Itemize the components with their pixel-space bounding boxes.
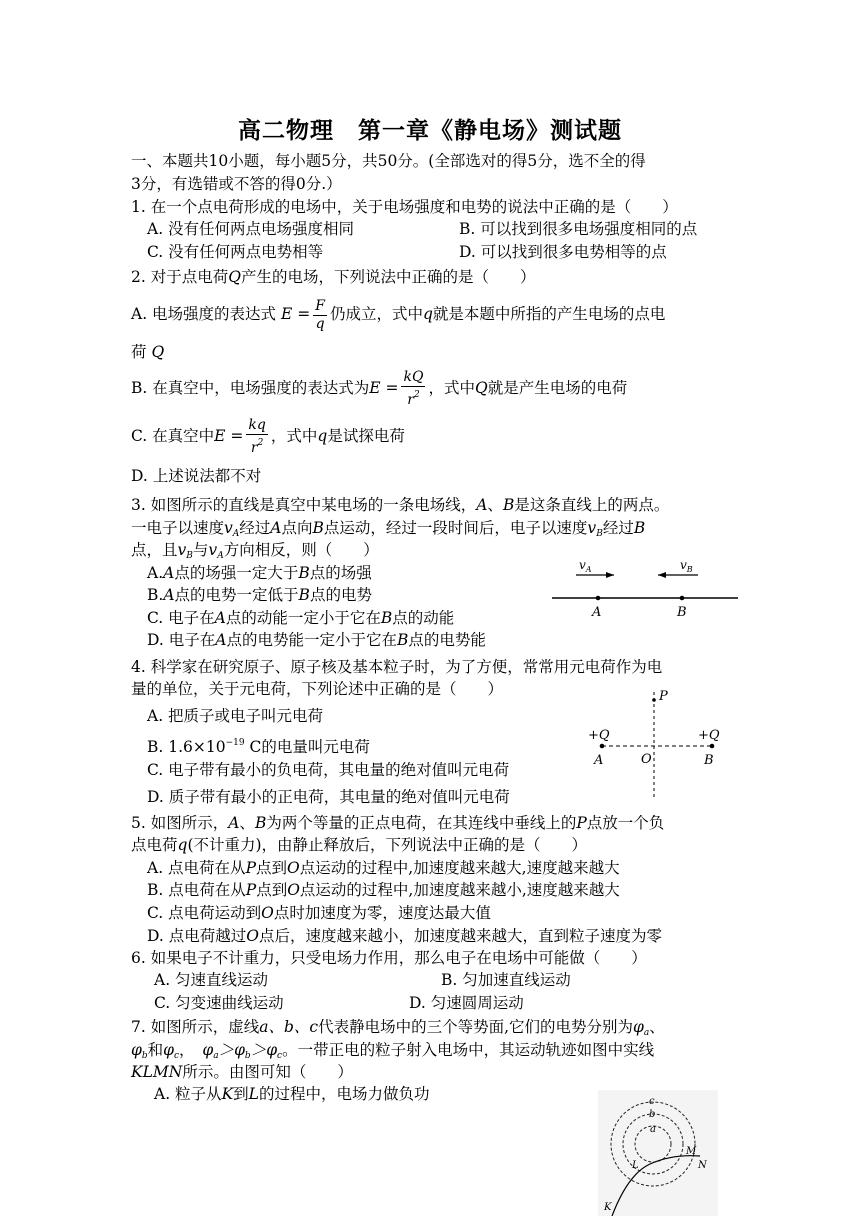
q2-a-den: q: [315, 315, 325, 332]
q7-l2-gt1: ＞φ: [218, 1041, 245, 1059]
vA-arrowhead: [606, 572, 614, 578]
q7-a-pre: A. 粒子从: [154, 1085, 222, 1103]
q5-a-O: O: [287, 859, 300, 877]
charge-B: [710, 744, 715, 749]
q4-stem-line-1: 4. 科学家在研究原子、原子核及基本粒子时，为了方便，常常用元电荷作为电: [131, 658, 663, 676]
M-label: M: [686, 1146, 697, 1157]
q3-b-mid: 点的电势一定低于: [174, 586, 299, 604]
q3-l2-d: 点运动，经过一段时间后，电子以速度: [323, 519, 588, 537]
q5-l1-B: B: [254, 814, 267, 832]
q7-l1-abc: a、b、c: [259, 1018, 319, 1036]
q2-b-pre: B. 在真空中，电场强度的表达式为: [131, 379, 370, 397]
q1-option-d: D. 可以找到很多电势相等的点: [459, 243, 667, 261]
q3-c-mid: 点的动能一定小于它在: [225, 609, 381, 627]
q2-b-den-exp: 2: [413, 390, 420, 400]
q7-l2-phi2: φ: [163, 1041, 174, 1059]
q2-a-formula-lhs: E =: [281, 305, 311, 323]
q5-l1-c: 点放一个负: [586, 814, 665, 832]
q7-l2-ineq-a: a: [213, 1051, 219, 1061]
q7-a-L: L: [248, 1085, 259, 1103]
q3-a-B: B: [298, 564, 310, 582]
q7-stem-line-3: [131, 1061, 353, 1083]
q2-stem-post: 产生的电场，下列说法中正确的是（ ）: [240, 268, 536, 286]
q4-stem-line-2: 量的单位，关于元电荷，下列论述中正确的是（ ）: [131, 680, 504, 698]
q3-l3-a: 点，且: [131, 541, 178, 559]
L-label: L: [632, 1160, 639, 1171]
q3-l1-sep: 、: [487, 496, 503, 514]
q1-stem: 1. 在一个点电荷形成的电场中，关于电场强度和电势的说法中正确的是（ ）: [131, 198, 678, 216]
q6-stem: 6. 如果电子不计重力，只受电场力作用，那么电子在电场中可能做（ ）: [131, 949, 647, 967]
q5-d-O: O: [246, 927, 259, 945]
q3-l1-b: 是这条直线上的两点。: [514, 496, 670, 514]
q5-l1-P: P: [576, 814, 587, 832]
q3-a-A: A: [163, 564, 175, 582]
q4-b-exp: −19: [225, 738, 245, 748]
vA-label: $v_A$: [579, 558, 592, 574]
A-label: A: [592, 605, 602, 620]
q7-l1-b: 代表静电场中的三个等势面,它们的电势分别为: [318, 1018, 634, 1036]
q5-stem-line-2: [131, 834, 587, 856]
q3-c-pre: C. 电子在: [147, 609, 215, 627]
q3-l3-v2s: A: [217, 551, 224, 561]
q3-c-post: 点的动能: [392, 609, 455, 627]
q3-a-post: 点的场强: [309, 564, 372, 582]
q2-b-num: kQ: [403, 369, 424, 385]
q4-b-post: C的电量叫元电荷: [244, 738, 370, 756]
q7-equipotential-figure: [598, 1090, 718, 1216]
q2-a-num: F: [315, 297, 325, 314]
q5-l1-sep: 、: [239, 814, 255, 832]
q5-l1-a: 5. 如图所示，: [131, 814, 229, 832]
q7-l2-rest: 。一带正电的粒子射入电场中，其运动轨迹如图中实线: [282, 1041, 655, 1059]
q5-option-a: [147, 857, 620, 879]
q3-option-d: [147, 629, 486, 651]
q6-option-d: D. 匀速圆周运动: [409, 994, 524, 1012]
q7-l2-comma: ，: [179, 1041, 187, 1059]
q7-l2-and: 和: [147, 1041, 164, 1059]
q3-b-post: 点的电势: [309, 586, 372, 604]
q2-b-fraction: [401, 369, 425, 409]
charge-A: [600, 744, 605, 749]
q3-l1-B: B: [502, 496, 515, 514]
q4-option-c: C. 电子带有最小的负电荷，其电量的绝对值叫元电荷: [147, 761, 510, 779]
q3-l2-e: 经过: [602, 519, 634, 537]
q5-a-pre: A. 点电荷在从: [147, 859, 246, 877]
q5-l2-b: (不计重力)，由静止释放后，下列说法中正确的是（ ）: [187, 836, 588, 854]
page-title: 高二物理 第一章《静电场》测试题: [238, 117, 622, 144]
q3-c-A: A: [214, 609, 226, 627]
q7-l3-rest: 所示。由图可知（ ）: [182, 1063, 353, 1081]
q2-option-d: D. 上述说法都不对: [131, 467, 262, 485]
plusQ-right-label: +Q: [698, 728, 720, 743]
q5-b-P: P: [245, 881, 257, 899]
q2-a-post1: 仍成立，式中: [329, 305, 423, 323]
q7-l1-phis: a: [643, 1028, 650, 1038]
q2-c-formula-lhs: E =: [214, 427, 244, 445]
figure-background: [598, 1090, 718, 1216]
q5-b-pre: B. 点电荷在从: [147, 881, 246, 899]
K-label: K: [604, 1202, 612, 1213]
q3-b-B: B: [298, 586, 310, 604]
q3-l3-c: 方向相反，则（ ）: [223, 541, 379, 559]
b-label: b: [649, 1109, 656, 1120]
q2-c-post2: 是试探电荷: [327, 427, 405, 445]
q3-l3-vs: B: [186, 551, 193, 561]
O-label: O: [641, 752, 652, 767]
q7-l2-ineq: φ: [202, 1041, 214, 1059]
q2-option-a-cont: [131, 341, 164, 363]
q2-a-cont: 荷: [131, 343, 147, 361]
N-label: N: [698, 1160, 707, 1171]
q3-l2-B: B: [312, 519, 324, 537]
q5-c-O: O: [261, 904, 274, 922]
q1-option-b: B. 可以找到很多电场强度相同的点: [459, 220, 698, 238]
q3-b-pre: B.: [147, 586, 164, 604]
q2-c-fraction: [246, 417, 267, 457]
q5-option-d: [147, 925, 662, 947]
q3-l1-a: 3. 如图所示的直线是真空中某电场的一条电场线，: [131, 496, 477, 514]
q2-option-c: [131, 416, 405, 457]
q3-l2-a: 一电子以速度: [131, 519, 225, 537]
q7-l2-phi1: φ: [131, 1041, 142, 1059]
q7-a-post: 的过程中，电场力做负功: [258, 1085, 430, 1103]
q2-a-cont-q: Q: [151, 343, 165, 361]
q7-l2-phi2s: c: [174, 1051, 180, 1061]
q5-l1-A: A: [228, 814, 240, 832]
q5-l2-a: 点电荷: [131, 836, 178, 854]
q7-l1-c: 、: [649, 1018, 665, 1036]
q2-option-b: [131, 368, 627, 409]
q2-a-post2: 就是本题中所指的产生电场的点电: [432, 305, 666, 323]
q5-l2-q: q: [177, 836, 188, 854]
q3-l2-c: 点向: [281, 519, 313, 537]
q5-l1-b: 为两个等量的正点电荷，在其连线中垂线上的: [266, 814, 577, 832]
q3-option-c: [147, 607, 454, 629]
q3-c-B: B: [380, 609, 393, 627]
q7-l1-phi: φ: [633, 1018, 644, 1036]
q7-l2-phi1s: b: [141, 1051, 148, 1061]
q7-l2-ineq-c: c: [277, 1051, 283, 1061]
q2-stem-pre: 2. 对于点电荷: [131, 268, 229, 286]
q3-a-mid: 点的场强一定大于: [174, 564, 299, 582]
q3-stem-line-1: [131, 494, 669, 516]
q5-c-post: 点时加速度为零，速度达最大值: [273, 904, 491, 922]
a-label: a: [650, 1124, 656, 1135]
q5-a-P: P: [245, 859, 256, 877]
q3-l2-b: 经过: [239, 519, 271, 537]
q3-l2-A: A: [270, 519, 282, 537]
q6-option-a: A. 匀速直线运动: [154, 971, 269, 989]
q3-l2-v: v: [224, 519, 233, 537]
q3-l3-v: v: [177, 541, 187, 559]
q7-l2-gt2: ＞φ: [250, 1041, 278, 1059]
q2-b-formula-lhs: E =: [369, 379, 399, 397]
q2-option-a: [131, 294, 665, 334]
q2-stem: [131, 266, 535, 288]
point-P: [652, 698, 656, 702]
q2-c-den: r: [250, 440, 258, 456]
q6-option-c: C. 匀变速曲线运动: [154, 994, 284, 1012]
plusQ-left-label: +Q: [588, 728, 610, 743]
q2-a-fraction: [313, 298, 327, 333]
q7-l3-klmn: KLMN: [131, 1063, 183, 1081]
q2-a-q: q: [422, 305, 433, 323]
q4-option-d: D. 质子带有最小的正电荷，其电量的绝对值叫元电荷: [147, 788, 510, 806]
q3-d-pre: D. 电子在: [147, 631, 216, 649]
q7-l1-a: 7. 如图所示，虚线: [131, 1018, 260, 1036]
q2-b-den: r: [407, 392, 414, 408]
q3-l2-v2s: B: [596, 529, 603, 539]
vB-label: $v_B$: [680, 558, 693, 574]
q2-stem-q: Q: [228, 268, 241, 286]
q5-stem-line-1: [131, 812, 664, 834]
q3-option-b: [147, 584, 372, 606]
q2-c-pre: C. 在真空中: [131, 427, 215, 445]
q7-option-a: [154, 1083, 429, 1105]
q3-l2-B2: B: [633, 519, 646, 537]
q6-option-b: B. 匀加速直线运动: [441, 971, 571, 989]
q5-a-post: 点运动的过程中,加速度越来越大,速度越来越大: [299, 859, 620, 877]
A-label: A: [594, 753, 604, 768]
q2-c-num: kq: [248, 417, 266, 433]
q3-l2-vs: A: [232, 529, 240, 539]
q3-l2-v2: v: [587, 519, 597, 537]
c-label: c: [649, 1096, 655, 1107]
q2-b-q: Q: [474, 379, 488, 397]
q1-option-a: A. 没有任何两点电场强度相同: [147, 220, 355, 238]
q3-l1-A: A: [476, 496, 488, 514]
q2-c-post1: ，式中: [270, 427, 318, 445]
q2-c-q: q: [317, 427, 328, 445]
q5-c-pre: C. 点电荷运动到: [147, 904, 262, 922]
intro-line-1: 一、本题共10小题，每小题5分，共50分。(全部选对的得5分，选不全的得: [131, 152, 646, 170]
q5-b-O: O: [287, 881, 300, 899]
q3-field-line-figure: [546, 556, 742, 622]
q5-a-mid: 点到: [256, 859, 288, 877]
q1-option-c: C. 没有任何两点电势相等: [147, 243, 324, 261]
q7-a-K: K: [221, 1085, 234, 1103]
q3-a-pre: A.: [147, 564, 164, 582]
q4-b-pre: B. 1.6×10: [147, 738, 226, 756]
intro-line-2: 3分，有选错或不答的得0分.）: [131, 175, 342, 193]
q5-b-mid: 点到: [256, 881, 288, 899]
q3-d-B: B: [396, 631, 409, 649]
q3-d-mid: 点的电势能一定小于它在: [226, 631, 397, 649]
q5-d-post: 点后，速度越来越小，加速度越来越大，直到粒子速度为零: [258, 927, 662, 945]
q2-b-post2: 就是产生电场的电荷: [487, 379, 628, 397]
B-label: B: [704, 753, 714, 768]
q7-a-mid: 到: [233, 1085, 249, 1103]
q7-l2-ineq-b: b: [244, 1051, 251, 1061]
B-label: B: [677, 605, 687, 620]
q2-b-post1: ，式中: [428, 379, 475, 397]
point-B: [680, 596, 685, 601]
q4-option-a: A. 把质子或电子叫元电荷: [147, 707, 324, 725]
q4-option-b: [147, 732, 370, 758]
q2-c-den-exp: 2: [257, 438, 264, 448]
P-label: P: [659, 689, 668, 704]
point-A: [596, 596, 601, 601]
q5-charges-figure: [580, 686, 740, 802]
q3-l3-b: 与: [192, 541, 209, 559]
vB-arrowhead: [658, 572, 666, 578]
q3-l3-v2: v: [208, 541, 218, 559]
q5-b-post: 点运动的过程中,加速度越来越小,速度越来越大: [299, 881, 620, 899]
q5-d-pre: D. 点电荷越过: [147, 927, 247, 945]
q5-option-b: [147, 879, 620, 901]
q3-option-a: [147, 562, 372, 584]
q5-option-c: [147, 902, 491, 924]
q2-a-pre: A. 电场强度的表达式: [131, 305, 277, 323]
q3-d-post: 点的电势能: [408, 631, 486, 649]
q3-b-A: A: [163, 586, 175, 604]
q3-d-A: A: [215, 631, 227, 649]
